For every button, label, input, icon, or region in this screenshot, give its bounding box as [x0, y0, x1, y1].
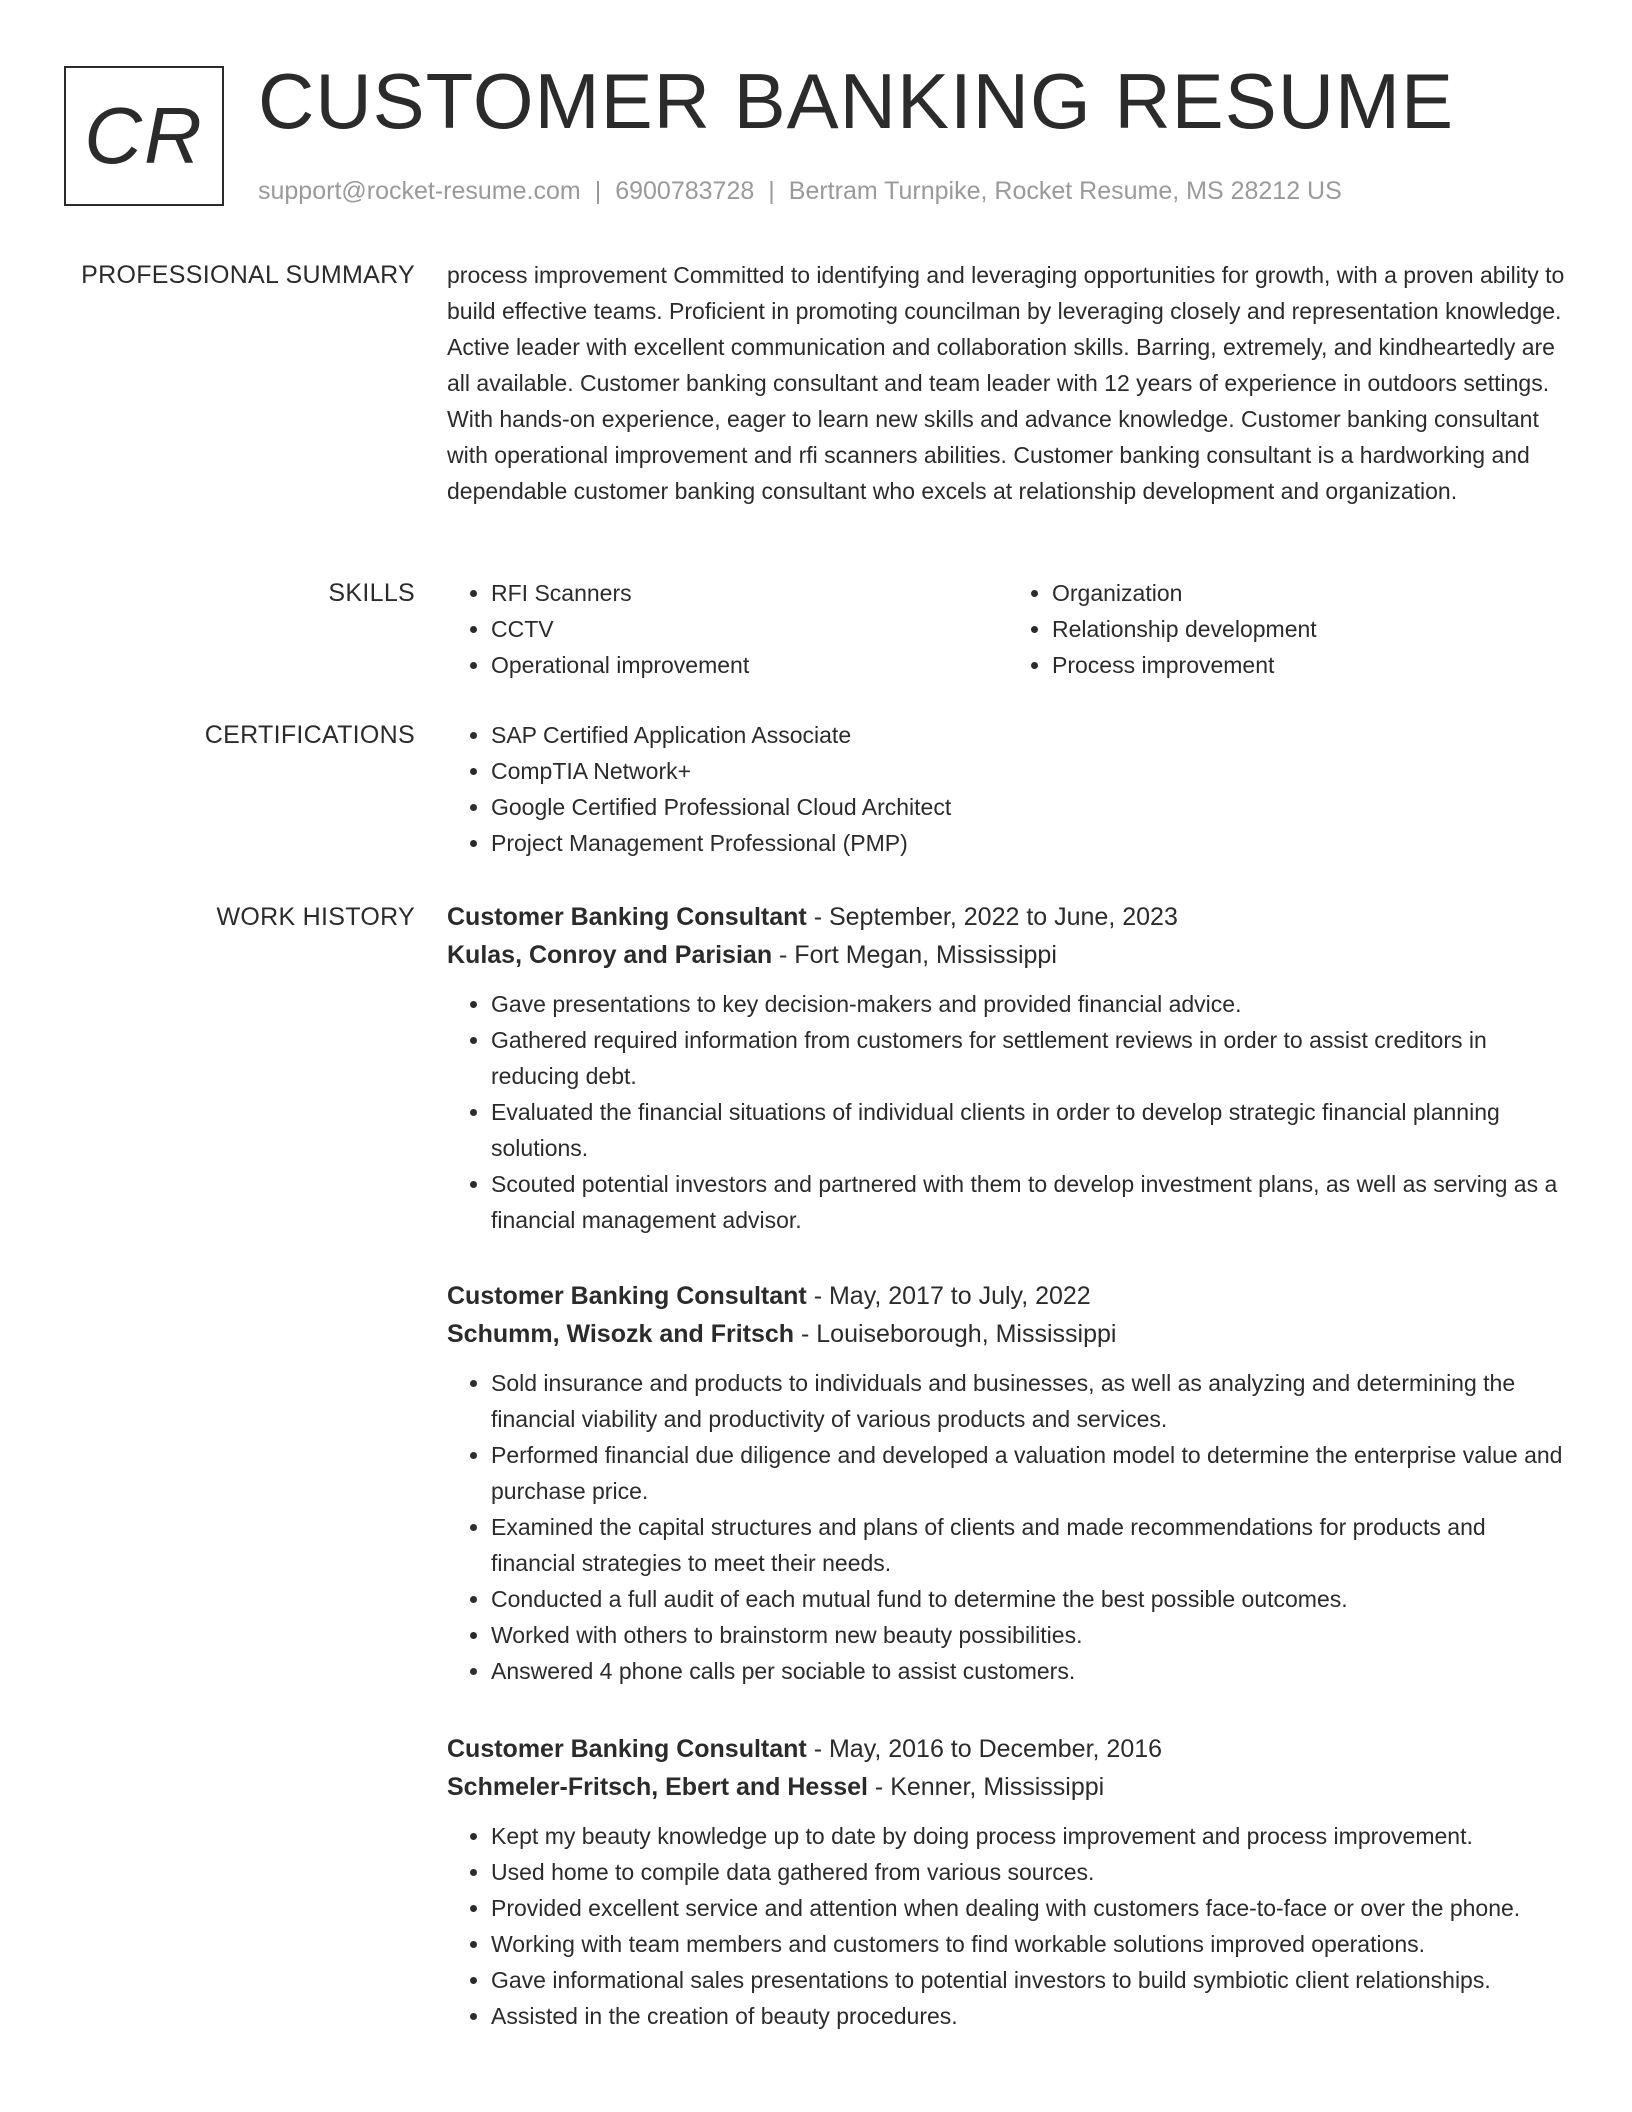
summary-paragraph: process improvement Committed to identifying and leveraging opportunities for growth, with a proven ability to build effective teams. Proficient in promoting councilman by leveraging closely and representation knowledge. Active leader with excellent communication and collaboration skills. Barring, extremely, and kindheartedly are all available. Customer banking consultant and team leader with 12 years of experience in outdoors settings. With hands-on experience, eager to learn new skills and advance knowledge. Customer banking consultant with operational improvement and rfi scanners abilities. Customer banking consultant is a hardworking and dependable customer banking consultant who excels at relationship development and organization.	[447, 262, 1565, 504]
job-dates: - May, 2016 to December, 2016	[806, 1735, 1163, 1763]
monogram-logo: CR	[64, 66, 224, 206]
job-body	[447, 1730, 1569, 2034]
job-duty: • Kept my beauty knowledge up to date by doing process improvement and process improvement.	[491, 1818, 1569, 1854]
job-duty: • Gave presentations to key decision-makers and provided financial advice.	[491, 986, 1569, 1022]
resume-title: CUSTOMER BANKING RESUME	[258, 57, 1455, 145]
job-company-line	[447, 1768, 1569, 1806]
certifications-list	[447, 717, 1569, 861]
job-duty: • Conducted a full audit of each mutual fund to determine the best possible outcomes.	[491, 1581, 1569, 1617]
job-duty: • Examined the capital structures and plans of clients and made recommendations for products and financial strategies to meet their needs.	[491, 1509, 1569, 1581]
job-dates: - May, 2017 to July, 2022	[806, 1282, 1091, 1310]
job-dates: - September, 2022 to June, 2023	[806, 903, 1178, 931]
certification-item: • Google Certified Professional Cloud Architect	[491, 789, 1569, 825]
job-location: - Kenner, Mississippi	[867, 1773, 1105, 1801]
job-duty: • Gave informational sales presentations to potential investors to build symbiotic client relationships.	[491, 1962, 1569, 1998]
certification-item: • SAP Certified Application Associate	[491, 717, 1569, 753]
section-label: WORK HISTORY	[216, 903, 415, 931]
skills-columns	[447, 575, 1569, 683]
job-duties	[447, 986, 1569, 1238]
job-company-line	[447, 1315, 1569, 1353]
job-body	[447, 898, 1569, 1238]
job-duty: • Worked with others to brainstorm new beauty possibilities.	[491, 1617, 1569, 1653]
job-location: - Louiseborough, Mississippi	[794, 1320, 1117, 1348]
job-title: Customer Banking Consultant	[447, 903, 807, 931]
job-duties	[447, 1818, 1569, 2034]
job-title-line	[447, 898, 1569, 936]
job-title-line	[447, 1730, 1569, 1768]
job-duty: • Sold insurance and products to individuals and businesses, as well as analyzing and determining the financial viability and productivity of various products and services.	[491, 1365, 1569, 1437]
section-label: PROFESSIONAL SUMMARY	[81, 261, 415, 289]
skill-item: • Process improvement	[1052, 647, 1569, 683]
job-company: Kulas, Conroy and Parisian	[447, 941, 773, 969]
job-company-line	[447, 936, 1569, 974]
skill-item: • Organization	[1052, 575, 1569, 611]
skill-item: • Operational improvement	[491, 647, 1008, 683]
section-label: CERTIFICATIONS	[204, 721, 415, 749]
skills-column	[1008, 575, 1569, 683]
job-company: Schmeler-Fritsch, Ebert and Hessel	[447, 1773, 868, 1801]
job-duty: • Provided excellent service and attention when dealing with customers face-to-face or over the phone.	[491, 1890, 1569, 1926]
job-duty: • Scouted potential investors and partnered with them to develop investment plans, as well as serving as a financial management advisor.	[491, 1166, 1569, 1238]
job-duty: • Used home to compile data gathered from various sources.	[491, 1854, 1569, 1890]
job-duty: • Answered 4 phone calls per sociable to assist customers.	[491, 1653, 1569, 1689]
job-location: - Fort Megan, Mississippi	[772, 941, 1057, 969]
contact-phone: 6900783728	[615, 177, 755, 205]
contact-address: Bertram Turnpike, Rocket Resume, MS 28212 US	[788, 177, 1342, 205]
skill-item: • RFI Scanners	[491, 575, 1008, 611]
contact-email: support@rocket-resume.com	[258, 177, 581, 205]
contact-separator: |	[768, 177, 775, 205]
job-duty: • Evaluated the financial situations of individual clients in order to develop strategic financial planning solutions.	[491, 1094, 1569, 1166]
section-label: SKILLS	[328, 579, 415, 607]
section-body	[447, 257, 1569, 509]
section-body	[447, 717, 1569, 861]
job-duties	[447, 1365, 1569, 1689]
job-company: Schumm, Wisozk and Fritsch	[447, 1320, 795, 1348]
job-duty: • Assisted in the creation of beauty procedures.	[491, 1998, 1569, 2034]
job-body	[447, 1277, 1569, 1689]
contact-line	[258, 174, 1342, 208]
skill-item: • CCTV	[491, 611, 1008, 647]
job-duty: • Working with team members and customers to find workable solutions improved operations.	[491, 1926, 1569, 1962]
job-title-line	[447, 1277, 1569, 1315]
certification-item: • CompTIA Network+	[491, 753, 1569, 789]
skills-column	[447, 575, 1008, 683]
contact-separator: |	[594, 177, 602, 205]
job-title: Customer Banking Consultant	[447, 1735, 807, 1763]
job-duty: • Performed financial due diligence and developed a valuation model to determine the enterprise value and purchase price.	[491, 1437, 1569, 1509]
certification-item: • Project Management Professional (PMP)	[491, 825, 1569, 861]
skill-item: • Relationship development	[1052, 611, 1569, 647]
job-duty: • Gathered required information from customers for settlement reviews in order to assist creditors in reducing debt.	[491, 1022, 1569, 1094]
job-title: Customer Banking Consultant	[447, 1282, 807, 1310]
